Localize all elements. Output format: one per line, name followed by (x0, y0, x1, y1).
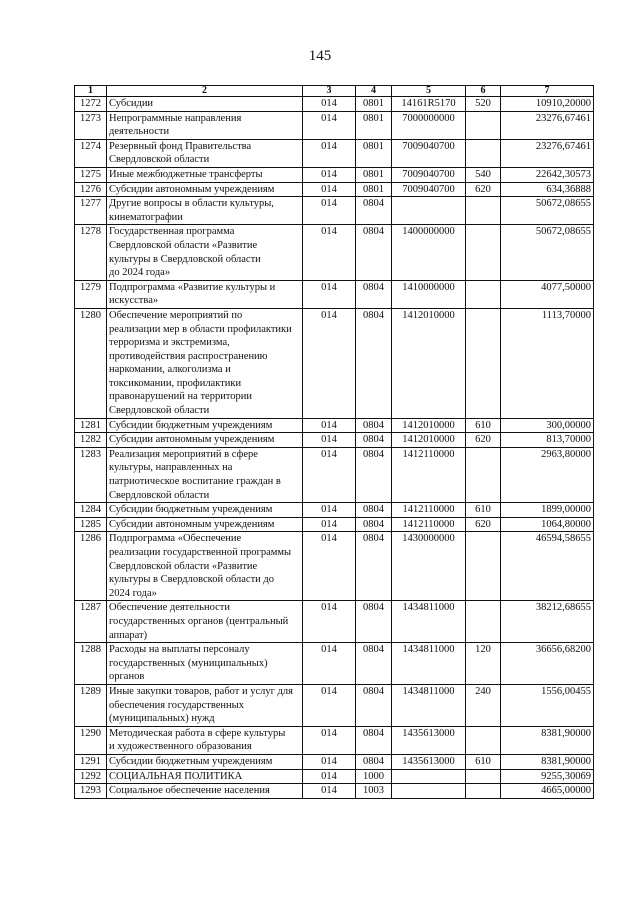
amount-cell: 10910,20000 (501, 97, 594, 112)
column-header: 1 (75, 86, 107, 97)
section-cell: 1000 (356, 769, 392, 784)
item-name-cell: Государственная программа Свердловской области «Развитие культуры в Свердловской области до 2024 года» (107, 225, 303, 280)
target-code-cell: 7009040700 (392, 167, 466, 182)
expense-type-cell (466, 111, 501, 139)
code-cell: 014 (303, 726, 356, 754)
table-row (75, 139, 594, 167)
target-code-cell (392, 784, 466, 799)
target-code-cell: 1434811000 (392, 601, 466, 643)
section-cell: 0801 (356, 167, 392, 182)
amount-cell: 23276,67461 (501, 139, 594, 167)
item-name-cell: Субсидии автономным учреждениям (107, 517, 303, 532)
expense-type-cell (466, 784, 501, 799)
code-cell: 014 (303, 447, 356, 502)
table-row (75, 418, 594, 433)
amount-cell: 46594,58655 (501, 532, 594, 601)
table-row (75, 447, 594, 502)
expense-type-cell (466, 447, 501, 502)
target-code-cell: 1434811000 (392, 684, 466, 726)
table-row (75, 167, 594, 182)
code-cell: 014 (303, 225, 356, 280)
row-number-cell: 1273 (75, 111, 107, 139)
table-row (75, 769, 594, 784)
target-code-cell: 1412110000 (392, 447, 466, 502)
amount-cell: 9255,30069 (501, 769, 594, 784)
target-code-cell: 7009040700 (392, 182, 466, 197)
item-name-cell: Субсидии бюджетным учреждениям (107, 503, 303, 518)
code-cell: 014 (303, 280, 356, 308)
amount-cell: 813,70000 (501, 433, 594, 448)
target-code-cell: 1430000000 (392, 532, 466, 601)
table-row (75, 532, 594, 601)
table-row (75, 225, 594, 280)
table-body (75, 97, 594, 799)
item-name-cell: СОЦИАЛЬНАЯ ПОЛИТИКА (107, 769, 303, 784)
code-cell: 014 (303, 433, 356, 448)
column-header: 4 (356, 86, 392, 97)
expense-type-cell: 610 (466, 503, 501, 518)
item-name-cell: Резервный фонд Правительства Свердловской области (107, 139, 303, 167)
item-name-cell: Подпрограмма «Развитие культуры и искусства» (107, 280, 303, 308)
column-header: 2 (107, 86, 303, 97)
target-code-cell: 7009040700 (392, 139, 466, 167)
code-cell: 014 (303, 182, 356, 197)
item-name-cell: Субсидии бюджетным учреждениям (107, 418, 303, 433)
row-number-cell: 1286 (75, 532, 107, 601)
table-row (75, 726, 594, 754)
row-number-cell: 1276 (75, 182, 107, 197)
amount-cell: 2963,80000 (501, 447, 594, 502)
item-name-cell: Социальное обеспечение населения (107, 784, 303, 799)
row-number-cell: 1280 (75, 308, 107, 418)
amount-cell: 38212,68655 (501, 601, 594, 643)
row-number-cell: 1284 (75, 503, 107, 518)
table-row (75, 601, 594, 643)
amount-cell: 36656,68200 (501, 643, 594, 685)
row-number-cell: 1275 (75, 167, 107, 182)
section-cell: 0804 (356, 684, 392, 726)
row-number-cell: 1290 (75, 726, 107, 754)
row-number-cell: 1292 (75, 769, 107, 784)
item-name-cell: Субсидии автономным учреждениям (107, 182, 303, 197)
target-code-cell: 1434811000 (392, 643, 466, 685)
expense-type-cell: 540 (466, 167, 501, 182)
code-cell: 014 (303, 517, 356, 532)
table-row (75, 111, 594, 139)
table-row (75, 684, 594, 726)
expense-type-cell (466, 139, 501, 167)
code-cell: 014 (303, 418, 356, 433)
amount-cell: 300,00000 (501, 418, 594, 433)
code-cell: 014 (303, 684, 356, 726)
section-cell: 1003 (356, 784, 392, 799)
section-cell: 0804 (356, 197, 392, 225)
target-code-cell (392, 769, 466, 784)
expense-type-cell (466, 225, 501, 280)
item-name-cell: Методическая работа в сфере культуры и художественного образования (107, 726, 303, 754)
row-number-cell: 1282 (75, 433, 107, 448)
item-name-cell: Иные межбюджетные трансферты (107, 167, 303, 182)
row-number-cell: 1279 (75, 280, 107, 308)
code-cell: 014 (303, 97, 356, 112)
amount-cell: 8381,90000 (501, 754, 594, 769)
target-code-cell: 1412110000 (392, 517, 466, 532)
section-cell: 0804 (356, 754, 392, 769)
target-code-cell: 7000000000 (392, 111, 466, 139)
section-cell: 0801 (356, 97, 392, 112)
section-cell: 0801 (356, 182, 392, 197)
expense-type-cell: 620 (466, 433, 501, 448)
amount-cell: 8381,90000 (501, 726, 594, 754)
section-cell: 0804 (356, 601, 392, 643)
table-row (75, 517, 594, 532)
code-cell: 014 (303, 139, 356, 167)
table-row (75, 182, 594, 197)
column-header: 6 (466, 86, 501, 97)
row-number-cell: 1285 (75, 517, 107, 532)
item-name-cell: Подпрограмма «Обеспечение реализации государственной программы Свердловской области «Развитие культуры в Свердловской области до 2024 года» (107, 532, 303, 601)
code-cell: 014 (303, 111, 356, 139)
section-cell: 0804 (356, 308, 392, 418)
table-header-row (75, 86, 594, 97)
target-code-cell: 1410000000 (392, 280, 466, 308)
target-code-cell: 14161R5170 (392, 97, 466, 112)
row-number-cell: 1277 (75, 197, 107, 225)
code-cell: 014 (303, 784, 356, 799)
expense-type-cell: 240 (466, 684, 501, 726)
target-code-cell: 1412110000 (392, 503, 466, 518)
expense-type-cell (466, 280, 501, 308)
expense-type-cell (466, 726, 501, 754)
amount-cell: 50672,08655 (501, 197, 594, 225)
code-cell: 014 (303, 308, 356, 418)
table-row (75, 433, 594, 448)
section-cell: 0804 (356, 503, 392, 518)
target-code-cell: 1412010000 (392, 433, 466, 448)
table-row (75, 280, 594, 308)
code-cell: 014 (303, 601, 356, 643)
item-name-cell: Субсидии бюджетным учреждениям (107, 754, 303, 769)
item-name-cell: Расходы на выплаты персоналу государственных (муниципальных) органов (107, 643, 303, 685)
amount-cell: 1899,00000 (501, 503, 594, 518)
section-cell: 0804 (356, 418, 392, 433)
code-cell: 014 (303, 197, 356, 225)
expense-type-cell: 610 (466, 754, 501, 769)
item-name-cell: Субсидии автономным учреждениям (107, 433, 303, 448)
row-number-cell: 1289 (75, 684, 107, 726)
table-row (75, 754, 594, 769)
code-cell: 014 (303, 503, 356, 518)
row-number-cell: 1287 (75, 601, 107, 643)
target-code-cell: 1412010000 (392, 308, 466, 418)
item-name-cell: Субсидии (107, 97, 303, 112)
target-code-cell: 1412010000 (392, 418, 466, 433)
target-code-cell: 1435613000 (392, 754, 466, 769)
section-cell: 0804 (356, 643, 392, 685)
section-cell: 0804 (356, 726, 392, 754)
amount-cell: 22642,30573 (501, 167, 594, 182)
page-number: 145 (308, 48, 332, 64)
code-cell: 014 (303, 769, 356, 784)
column-header: 5 (392, 86, 466, 97)
row-number-cell: 1291 (75, 754, 107, 769)
row-number-cell: 1288 (75, 643, 107, 685)
column-header: 3 (303, 86, 356, 97)
code-cell: 014 (303, 532, 356, 601)
code-cell: 014 (303, 643, 356, 685)
expense-type-cell (466, 601, 501, 643)
amount-cell: 4665,00000 (501, 784, 594, 799)
row-number-cell: 1272 (75, 97, 107, 112)
amount-cell: 1556,00455 (501, 684, 594, 726)
expense-type-cell: 620 (466, 182, 501, 197)
table-row (75, 503, 594, 518)
item-name-cell: Другие вопросы в области культуры, кинематографии (107, 197, 303, 225)
section-cell: 0804 (356, 433, 392, 448)
code-cell: 014 (303, 754, 356, 769)
item-name-cell: Иные закупки товаров, работ и услуг для обеспечения государственных (муниципальных) нужд (107, 684, 303, 726)
column-header: 7 (501, 86, 594, 97)
row-number-cell: 1278 (75, 225, 107, 280)
table-row (75, 784, 594, 799)
expense-type-cell (466, 197, 501, 225)
section-cell: 0804 (356, 447, 392, 502)
expense-type-cell: 120 (466, 643, 501, 685)
expense-type-cell (466, 532, 501, 601)
table-row (75, 308, 594, 418)
budget-table (74, 85, 594, 799)
item-name-cell: Непрограммные направления деятельности (107, 111, 303, 139)
code-cell: 014 (303, 167, 356, 182)
item-name-cell: Реализация мероприятий в сфере культуры, направленных на патриотическое воспитание граждан в Свердловской области (107, 447, 303, 502)
section-cell: 0801 (356, 111, 392, 139)
expense-type-cell (466, 308, 501, 418)
expense-type-cell (466, 769, 501, 784)
amount-cell: 50672,08655 (501, 225, 594, 280)
amount-cell: 1064,80000 (501, 517, 594, 532)
table-row (75, 197, 594, 225)
section-cell: 0804 (356, 517, 392, 532)
amount-cell: 4077,50000 (501, 280, 594, 308)
section-cell: 0804 (356, 532, 392, 601)
target-code-cell: 1400000000 (392, 225, 466, 280)
target-code-cell (392, 197, 466, 225)
expense-type-cell: 620 (466, 517, 501, 532)
target-code-cell: 1435613000 (392, 726, 466, 754)
table-row (75, 97, 594, 112)
expense-type-cell: 610 (466, 418, 501, 433)
row-number-cell: 1283 (75, 447, 107, 502)
row-number-cell: 1274 (75, 139, 107, 167)
table-row (75, 643, 594, 685)
expense-type-cell: 520 (466, 97, 501, 112)
row-number-cell: 1293 (75, 784, 107, 799)
section-cell: 0801 (356, 139, 392, 167)
section-cell: 0804 (356, 225, 392, 280)
amount-cell: 634,36888 (501, 182, 594, 197)
item-name-cell: Обеспечение мероприятий по реализации мер в области профилактики терроризма и экстремизма, противодействия распространению наркомании, алкоголизма и токсикомании, профилактики правонарушений на территории Свердловской области (107, 308, 303, 418)
section-cell: 0804 (356, 280, 392, 308)
row-number-cell: 1281 (75, 418, 107, 433)
amount-cell: 1113,70000 (501, 308, 594, 418)
amount-cell: 23276,67461 (501, 111, 594, 139)
item-name-cell: Обеспечение деятельности государственных органов (центральный аппарат) (107, 601, 303, 643)
